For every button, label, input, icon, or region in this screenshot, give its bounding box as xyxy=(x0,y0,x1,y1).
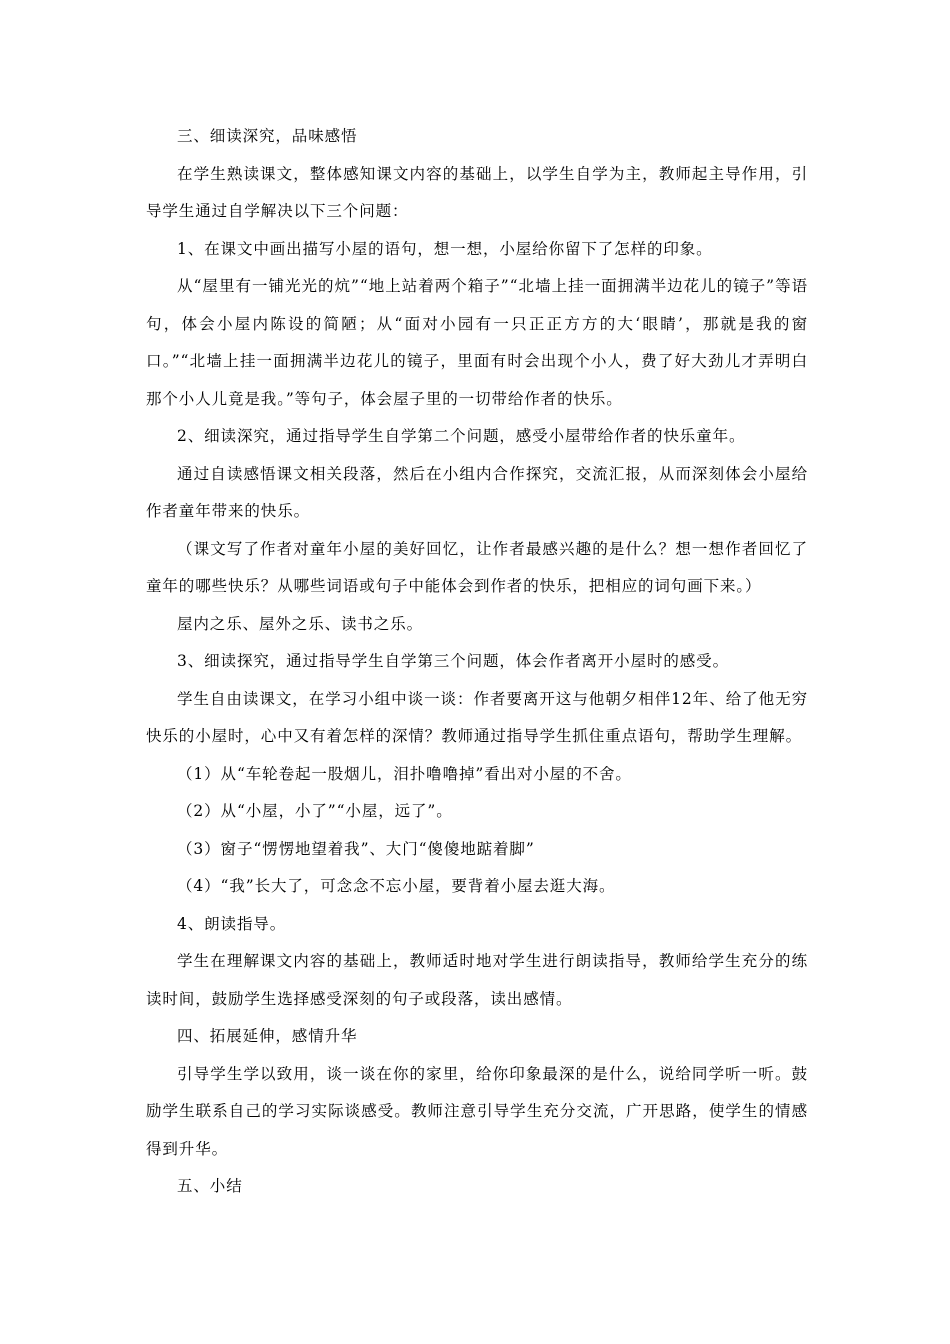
paragraph-intro: 在学生熟读课文，整体感知课文内容的基础上，以学生自学为主，教师起主导作用，引导学生通过自学解决以下三个问题： xyxy=(146,164,808,220)
list-item: （4）“我”长大了，可念念不忘小屋，要背着小屋去逛大海。 xyxy=(177,877,616,895)
paragraph-question-3-method: 学生自由读课文，在学习小组中谈一谈：作者要离开这与他朝夕相伴12年、给了他无穷快乐的小屋时，心中又有着怎样的深情？教师通过指导学生抓住重点语句，帮助学生理解。 xyxy=(146,689,808,745)
document-body xyxy=(146,118,808,1206)
paragraph-question-2-note: （课文写了作者对童年小屋的美好回忆，让作者最感兴趣的是什么？想一想作者回忆了童年的哪些快乐？从哪些词语或句子中能体会到作者的快乐，把相应的词句画下来。） xyxy=(146,539,808,595)
paragraph-reading-guidance: 学生在理解课文内容的基础上，教师适时地对学生进行朗读指导，教师给学生充分的练读时间，鼓励学生选择感受深刻的句子或段落，读出感情。 xyxy=(146,952,808,1008)
question-1: 1、在课文中画出描写小屋的语句，想一想，小屋给你留下了怎样的印象。 xyxy=(177,239,713,258)
section-heading-3: 三、细读深究，品味感悟 xyxy=(177,127,358,145)
question-3: 3、细读探究，通过指导学生自学第三个问题，体会作者离开小屋时的感受。 xyxy=(177,652,729,670)
section-heading-5: 五、小结 xyxy=(177,1177,243,1195)
list-item: （1）从“车轮卷起一股烟儿，泪扑噜噜掉”看出对小屋的不舍。 xyxy=(177,764,632,783)
step-4-reading-guidance: 4、朗读指导。 xyxy=(177,914,287,933)
paragraph-question-2-method: 通过自读感悟课文相关段落，然后在小组内合作探究，交流汇报，从而深刻体会小屋给作者童年带来的快乐。 xyxy=(146,464,808,520)
paragraph-extension: 引导学生学以致用，谈一谈在你的家里，给你印象最深的是什么，说给同学听一听。鼓励学生联系自己的学习实际谈感受。教师注意引导学生充分交流，广开思路，使学生的情感得到升华。 xyxy=(146,1064,808,1158)
list-item: （3）窗子“愣愣地望着我”、大门“傻傻地踮着脚” xyxy=(177,839,535,858)
question-2: 2、细读深究，通过指导学生自学第二个问题，感受小屋带给作者的快乐童年。 xyxy=(177,427,746,445)
section-heading-4: 四、拓展延伸，感情升华 xyxy=(177,1027,358,1045)
list-item: （2）从“小屋，小了”“小屋，远了”。 xyxy=(177,802,453,820)
paragraph-question-2-summary: 屋内之乐、屋外之乐、读书之乐。 xyxy=(177,614,424,633)
paragraph-question-1-answer: 从“屋里有一铺光光的炕”“地上站着两个箱子”“北墙上挂一面拥满半边花儿的镜子”等语句，体会小屋内陈设的简陋；从“面对小园有一只正正方方的大‘眼睛’，那就是我的窗口。”“北墙上挂一面拥满半边花儿的镜子，里面有时会出现个小人，费了好大劲儿才弄明白那个小人儿竟是我。”等句子，体会屋子里的一切带给作者的快乐。 xyxy=(146,277,808,408)
